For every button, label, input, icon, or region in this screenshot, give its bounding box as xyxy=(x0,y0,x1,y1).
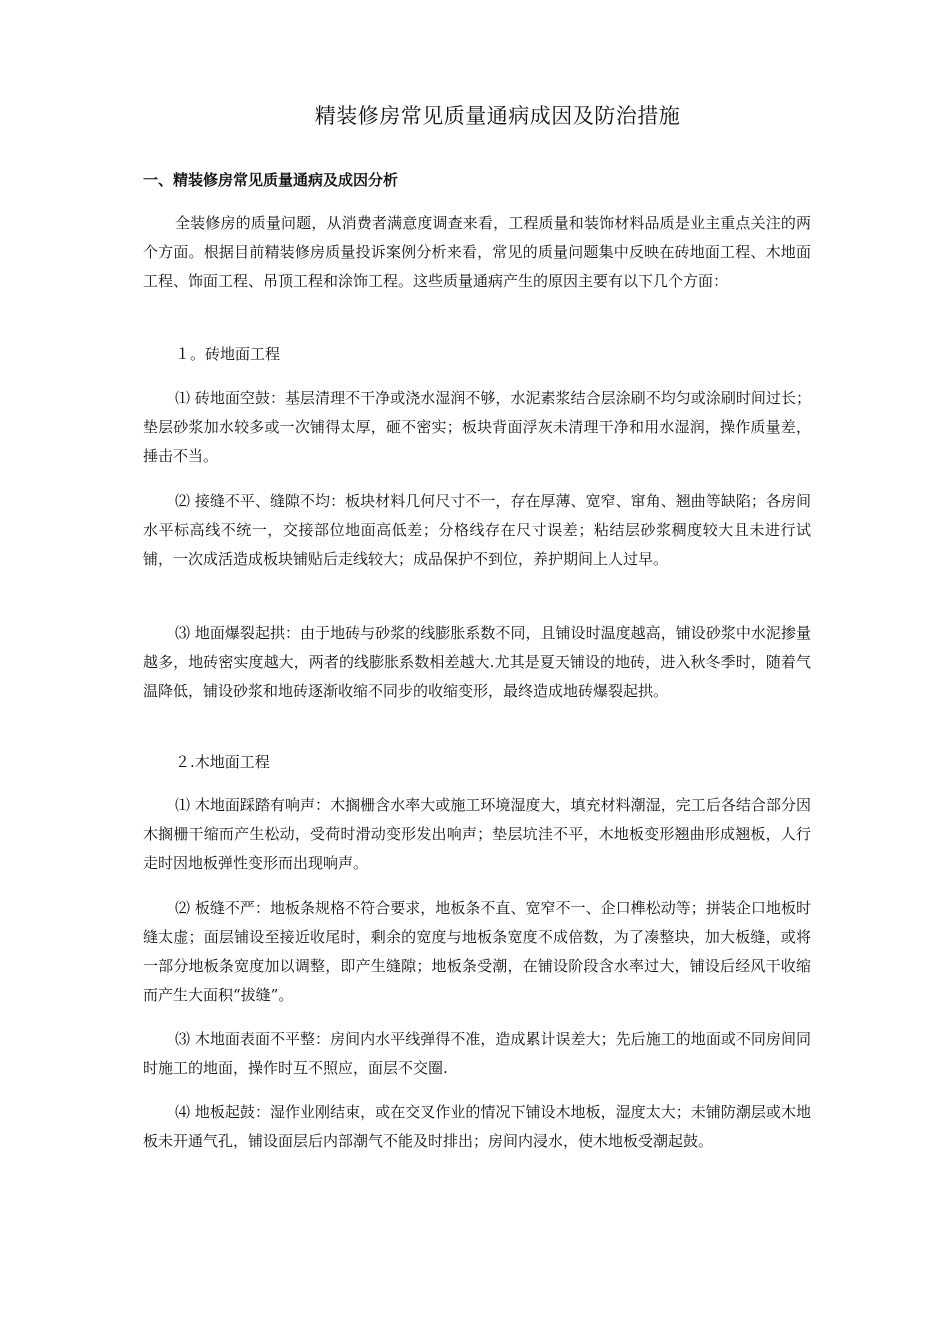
section-heading-1: 一、精装修房常见质量通病及成因分析 xyxy=(143,171,399,189)
document-title: 精装修房常见质量通病成因及防治措施 xyxy=(314,104,681,128)
wood-item-1: ⑴ 木地面踩踏有响声：木搁栅含水率大或施工环境湿度大，填充材料潮湿，完工后各结合部分因木搁栅干缩而产生松动，受荷时滑动变形发出响声；垫层坑洼不平，木地板变形翘曲形成翘板，人行走时因地板弹性变形而出现响声。 xyxy=(143,796,811,872)
tile-item-1: ⑴ 砖地面空鼓：基层清理不干净或浇水湿润不够，水泥素浆结合层涂刷不均匀或涂刷时间过长；垫层砂浆加水较多或一次铺得太厚，砸不密实；板块背面浮灰未清理干净和用水湿润，操作质量差，捶击不当。 xyxy=(143,389,811,465)
tile-item-3: ⑶ 地面爆裂起拱：由于地砖与砂浆的线膨胀系数不同，且铺设时温度越高，铺设砂浆中水泥掺量越多，地砖密实度越大，两者的线膨胀系数相差越大.尤其是夏天铺设的地砖，进入秋冬季时，随着气温降低，铺设砂浆和地砖逐渐收缩不同步的收缩变形，最终造成地砖爆裂起拱。 xyxy=(143,624,811,700)
wood-item-2: ⑵ 板缝不严：地板条规格不符合要求，地板条不直、宽窄不一、企口榫松动等；拼装企口地板时缝太虚；面层铺设至接近收尾时，剩余的宽度与地板条宽度不成倍数，为了凑整块，加大板缝，或将一部分地板条宽度加以调整，即产生缝隙；地板条受潮，在铺设阶段含水率过大，铺设后经风干收缩而产生大面积“拔缝”。 xyxy=(143,899,811,1004)
subsection-heading-tile: １。砖地面工程 xyxy=(175,345,281,363)
tile-item-2: ⑵ 接缝不平、缝隙不均：板块材料几何尺寸不一，存在厚薄、宽窄、窜角、翘曲等缺陷；各房间水平标高线不统一，交接部位地面高低差；分格线存在尺寸误差；粘结层砂浆稠度较大且未进行试铺，一次成活造成板块铺贴后走线较大；成品保护不到位，养护期间上人过早。 xyxy=(143,492,811,568)
wood-item-3: ⑶ 木地面表面不平整：房间内水平线弹得不准，造成累计误差大；先后施工的地面或不同房间同时施工的地面，操作时互不照应，面层不交圈. xyxy=(143,1030,811,1077)
subsection-heading-wood: ２.木地面工程 xyxy=(175,753,270,771)
wood-item-4: ⑷ 地板起鼓：湿作业刚结束，或在交叉作业的情况下铺设木地板，湿度太大；未铺防潮层或木地板未开通气孔，铺设面层后内部潮气不能及时排出；房间内浸水，使木地板受潮起鼓。 xyxy=(143,1103,811,1150)
intro-paragraph: 全装修房的质量问题，从消费者满意度调查来看，工程质量和装饰材料品质是业主重点关注的两个方面。根据目前精装修房质量投诉案例分析来看，常见的质量问题集中反映在砖地面工程、木地面工程、饰面工程、吊顶工程和涂饰工程。这些质量通病产生的原因主要有以下几个方面： xyxy=(143,214,811,290)
